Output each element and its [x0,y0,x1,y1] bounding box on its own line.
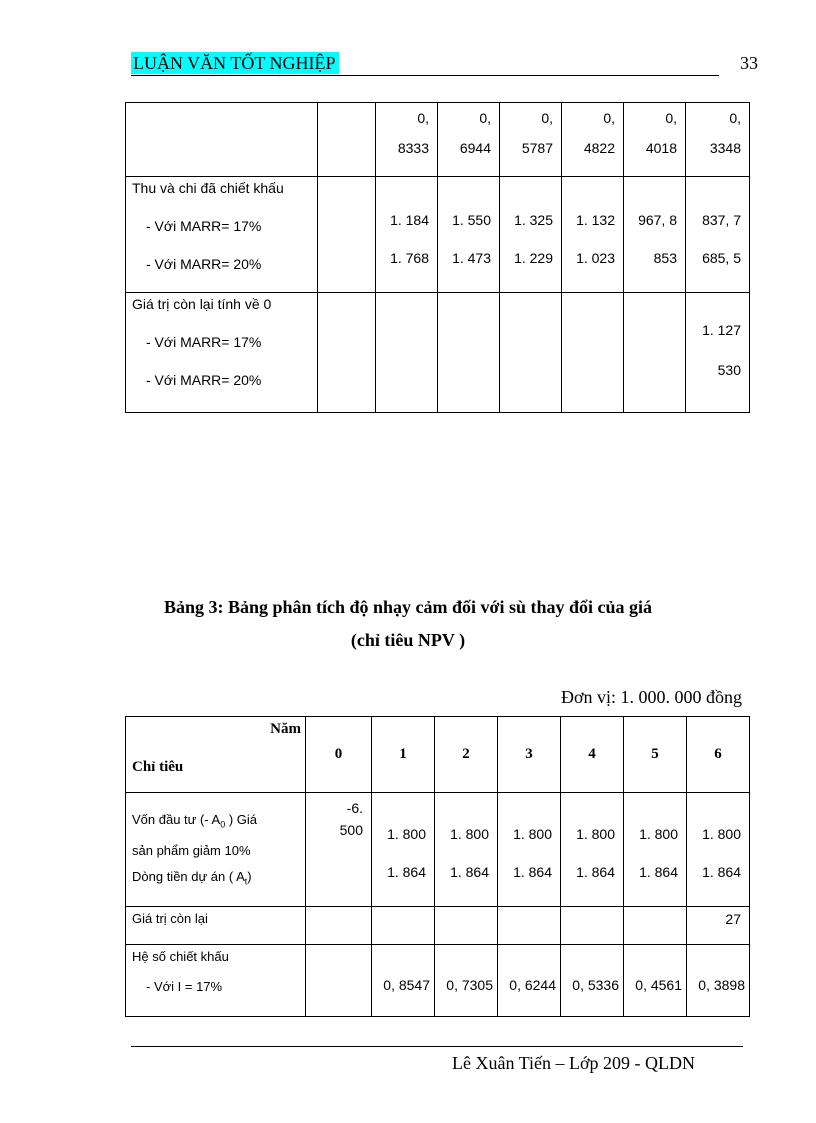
cell-value: -6. [346,800,363,816]
cell-value: 853 [653,250,677,266]
header-divider [131,75,719,76]
footer-author: Lê Xuân Tiến – Lớp 209 - QLDN [452,1053,695,1073]
table-cell [318,103,376,177]
table-cell [562,293,624,413]
year-header: 0 [306,717,372,793]
year-header: 1 [372,717,435,793]
table-cell [687,793,750,907]
cell-value: 1. 473 [452,250,491,266]
table-cell [500,177,562,293]
cell-value: 1. 864 [450,864,489,880]
table-cell [624,293,686,413]
row-label: sản phẩm giảm 10% [132,842,251,858]
row-label-cell [126,907,306,945]
table-cell [438,293,500,413]
cell-value: 6944 [459,140,491,156]
year-header: 4 [561,717,624,793]
header-title: LUẬN VĂN TỐT NGHIỆP [131,52,339,74]
table-cell [435,793,498,907]
table-cell [376,177,438,293]
table-row [126,177,750,293]
cell-value: 0, [417,110,429,126]
table-cell [624,945,687,1017]
cell-value: 0, 5336 [572,977,619,993]
table-cell [686,103,750,177]
table-row [126,103,750,177]
table-cell [126,103,318,177]
cell-value: 1. 550 [452,212,491,228]
cell-value: 1. 229 [514,250,553,266]
cell-value: 4822 [583,140,615,156]
row-sublabel: - Với MARR= 17% [146,218,262,234]
table-cell [500,293,562,413]
cell-value: 0, 6244 [509,977,556,993]
unit-label: Đơn vị: 1. 000. 000 đồng [560,687,742,707]
table-cell [438,103,500,177]
table-cell [561,907,624,945]
table-cell [498,907,561,945]
row-label: Giá trị còn lại tính về 0 [132,296,272,312]
cell-value: 685, 5 [702,250,741,266]
table-cell [306,907,372,945]
table-cell [500,103,562,177]
header-item-label: Chỉ tiêu [132,759,184,775]
footer-divider [131,1046,743,1047]
cell-value: 1. 800 [576,826,615,842]
cell-value: 0, [541,110,553,126]
cell-value: 0, [603,110,615,126]
table-cell [318,177,376,293]
cell-value: 1. 800 [639,826,678,842]
table-cell [624,177,686,293]
cell-value: 0, 4561 [635,977,682,993]
cell-value: 1. 132 [576,212,615,228]
cell-value: 1. 800 [450,826,489,842]
table-row [126,945,750,1017]
table-caption: Bảng 3: Bảng phân tích độ nhạy cảm đối với sù thay đổi của giá [163,597,653,617]
table-cell [624,793,687,907]
cell-value: 1. 127 [702,322,741,338]
cell-value: 0, [665,110,677,126]
row-label: Giá trị còn lại [132,911,208,926]
table-cell [562,177,624,293]
row-label: Vốn đầu tư (- $A_0$ ) Giá [132,812,258,830]
table-cell [372,945,435,1017]
row-label-cell [126,945,306,1017]
cell-value: 27 [725,911,741,927]
year-header: 5 [624,717,687,793]
cell-value: 3348 [709,140,741,156]
cell-value: 0, 3898 [698,977,745,993]
cell-value: 0, [479,110,491,126]
cell-value: 1. 023 [576,250,615,266]
cell-value: 1. 184 [390,212,429,228]
table-cell [372,907,435,945]
table-cell [438,177,500,293]
cell-value: 1. 864 [513,864,552,880]
table-cell [376,103,438,177]
table-cell [498,793,561,907]
cell-value: 0, [729,110,741,126]
row-sublabel: - Với MARR= 20% [146,372,262,388]
row-sublabel: - Với MARR= 17% [146,334,262,350]
table-cell [561,793,624,907]
cell-value: 1. 800 [387,826,426,842]
cell-value: 967, 8 [638,212,677,228]
cell-value: 5787 [521,140,553,156]
cell-value: 1. 800 [702,826,741,842]
table-cell [686,177,750,293]
cell-value: 1. 864 [387,864,426,880]
table-cell [561,945,624,1017]
table-header-row [126,717,750,793]
table-row [126,793,750,907]
cell-value: 4018 [645,140,677,156]
table-cell [306,793,372,907]
table-cell [624,103,686,177]
cell-value: 1. 800 [513,826,552,842]
table-row [126,293,750,413]
table-cell [562,103,624,177]
table-cell [318,293,376,413]
cell-value: 1. 768 [390,250,429,266]
table-cell [435,945,498,1017]
row-label-cell [126,793,306,907]
table-cell [372,793,435,907]
cell-value: 837, 7 [702,212,741,228]
row-label: Dòng tiền dự án ( $A_t$) [132,868,252,887]
cell-value: 1. 864 [639,864,678,880]
row-label: Thu và chi đã chiết khấu [132,180,284,196]
cell-value: 1. 864 [702,864,741,880]
cashflow-table-continued [125,102,750,413]
cell-value: 530 [717,362,741,378]
table-cell [306,945,372,1017]
row-label: Hệ số chiết khấu [132,949,229,964]
table-subcaption: (chỉ tiêu NPV ) [350,630,466,650]
table-cell [624,907,687,945]
row-label-cell [126,293,318,413]
row-label-cell [126,177,318,293]
cell-value: 0, 7305 [446,977,493,993]
cell-value: 1. 864 [576,864,615,880]
cell-value: 0, 8547 [383,977,430,993]
cell-value: 1. 325 [514,212,553,228]
cell-value: 500 [339,822,363,838]
year-header: 2 [435,717,498,793]
price-sensitivity-table [125,716,750,1017]
table-cell [435,907,498,945]
row-sublabel: - Với I = 17% [146,979,223,994]
page-number: 33 [740,53,758,73]
year-header: 6 [687,717,750,793]
header-year-label: Năm [270,721,301,737]
year-header: 3 [498,717,561,793]
table-cell [498,945,561,1017]
table-cell [687,907,750,945]
table-cell [687,945,750,1017]
table-cell [686,293,750,413]
row-sublabel: - Với MARR= 20% [146,256,262,272]
corner-header-cell [126,717,306,793]
table-row [126,907,750,945]
table-cell [376,293,438,413]
cell-value: 8333 [397,140,429,156]
